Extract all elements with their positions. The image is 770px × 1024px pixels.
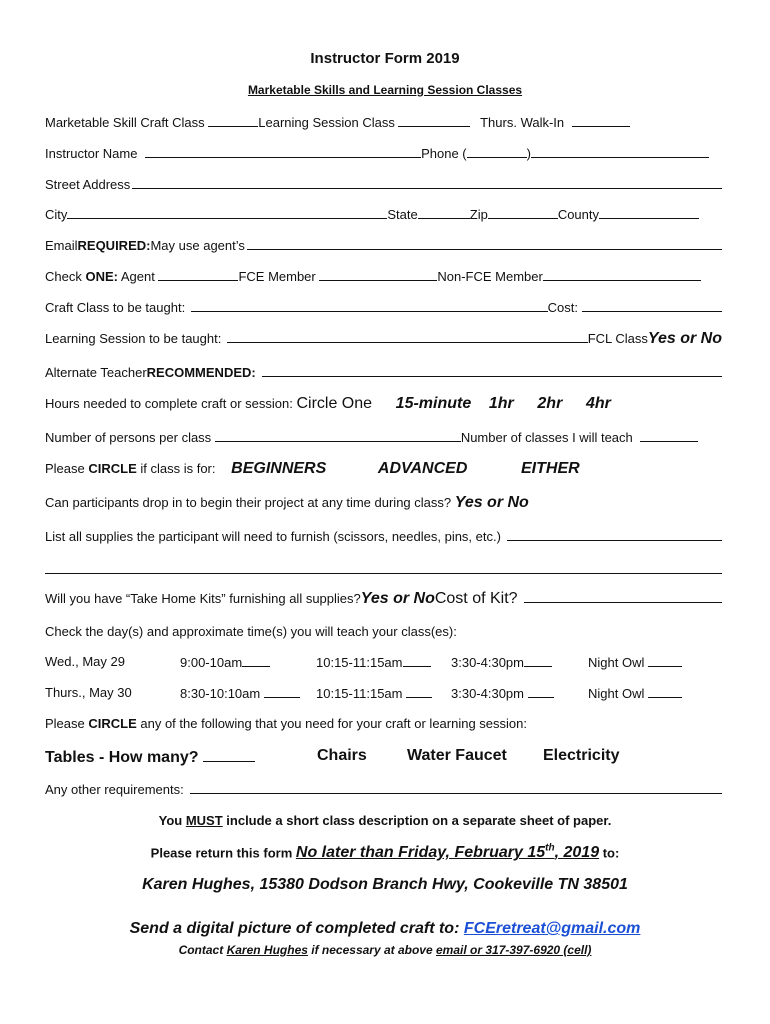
hours-row: [45, 395, 722, 413]
needs-circle: CIRCLE: [88, 716, 137, 731]
check-label: Check: [45, 269, 86, 284]
email-required: REQUIRED:: [77, 238, 151, 253]
county-label: County: [557, 207, 600, 222]
learning-session-label: Learning Session Class: [258, 115, 395, 130]
email-link[interactable]: FCEretreat@gmail.com: [463, 920, 641, 937]
city-label: City: [45, 207, 68, 222]
phone-close: ): [526, 146, 531, 161]
form-subtitle: Marketable Skills and Learning Session Classes: [247, 83, 523, 97]
schedule-slot[interactable]: 9:00-10am: [180, 654, 270, 670]
kit-cost-label: Cost of Kit?: [434, 590, 518, 607]
hours-label: Hours needed to complete craft or session:: [45, 396, 297, 411]
electricity-option[interactable]: Electricity: [543, 747, 620, 764]
phone-area-field[interactable]: [467, 145, 527, 158]
street-label: Street Address: [45, 177, 131, 192]
craft-class-label: Marketable Skill Craft Class: [45, 115, 205, 130]
supplies-row: [45, 528, 722, 544]
schedule-slot[interactable]: Night Owl: [588, 654, 682, 670]
option-1hr[interactable]: 1hr: [488, 395, 514, 412]
needs-instruction-row: [45, 716, 722, 731]
check-one: ONE:: [85, 269, 118, 284]
schedule-day: Wed., May 29: [45, 654, 125, 669]
state-label: State: [387, 207, 418, 222]
alternate-label: Alternate Teacher: [45, 365, 147, 380]
session-taught-label: Learning Session to be taught:: [45, 331, 222, 346]
fcl-yes-no[interactable]: Yes or No: [647, 330, 722, 347]
instructor-name-field[interactable]: [145, 145, 421, 158]
name-phone-row: [45, 145, 722, 161]
chairs-option[interactable]: Chairs: [317, 747, 367, 764]
other-requirements-row: [45, 781, 722, 797]
send-photo-note: Send a digital picture of completed craft to: FCEretreat@gmail.com: [129, 920, 641, 937]
level-circle: CIRCLE: [88, 461, 137, 476]
fce-member-field[interactable]: [319, 268, 437, 281]
street-row: [45, 176, 722, 192]
option-15min[interactable]: 15-minute: [395, 395, 472, 412]
form-title: Instructor Form 2019: [310, 50, 460, 67]
craft-taught-label: Craft Class to be taught:: [45, 300, 186, 315]
schedule-slot[interactable]: 3:30-4:30pm: [451, 685, 554, 701]
email-field[interactable]: [247, 237, 722, 250]
option-beginners[interactable]: BEGINNERS: [231, 460, 327, 477]
schedule-slot[interactable]: Night Owl: [588, 685, 682, 701]
agent-field[interactable]: [158, 268, 238, 281]
level-please: Please: [45, 461, 89, 476]
days-label: Check the day(s) and approximate time(s) you will teach your class(es):: [45, 624, 457, 639]
persons-field[interactable]: [215, 429, 461, 442]
persons-row: [45, 429, 722, 445]
instructor-name-label: Instructor Name: [45, 146, 138, 161]
fce-member-label: FCE Member: [238, 269, 320, 284]
email-label: Email: [45, 238, 78, 253]
schedule-slot[interactable]: 10:15-11:15am: [316, 654, 431, 670]
option-2hr[interactable]: 2hr: [537, 395, 563, 412]
class-type-row: [45, 114, 722, 130]
other-requirements-label: Any other requirements:: [45, 782, 184, 797]
member-type-row: [45, 268, 722, 284]
option-advanced[interactable]: ADVANCED: [377, 460, 468, 477]
cost-field[interactable]: [582, 299, 722, 312]
schedule-day: Thurs., May 30: [45, 685, 132, 700]
option-4hr[interactable]: 4hr: [585, 395, 611, 412]
city-field[interactable]: [67, 206, 387, 219]
return-note: Please return this form No later than Friday, February 15th, 2019 to:: [150, 843, 620, 862]
alternate-row: [45, 364, 722, 380]
fcl-label: FCL Class: [587, 331, 648, 346]
non-fce-field[interactable]: [543, 268, 701, 281]
zip-label: Zip: [469, 207, 488, 222]
needs-please: Please: [45, 716, 89, 731]
tables-option[interactable]: Tables - How many?: [45, 747, 255, 767]
schedule-slot[interactable]: 10:15-11:15am: [316, 685, 432, 701]
alternate-recommended: RECOMMENDED:: [146, 365, 256, 380]
county-field[interactable]: [599, 206, 699, 219]
kit-cost-field[interactable]: [524, 590, 722, 603]
zip-field[interactable]: [488, 206, 558, 219]
return-address: Karen Hughes, 15380 Dodson Branch Hwy, Cookeville TN 38501: [142, 876, 628, 893]
contact-note: Contact Karen Hughes if necessary at above email or 317-397-6920 (cell): [178, 943, 592, 957]
option-either[interactable]: EITHER: [521, 460, 580, 477]
craft-class-field[interactable]: [208, 114, 258, 127]
craft-taught-row: [45, 299, 722, 315]
schedule-slot[interactable]: 3:30-4:30pm: [451, 654, 552, 670]
drop-in-yes-no[interactable]: Yes or No: [454, 494, 529, 511]
days-row: [45, 624, 722, 639]
kits-yes-no[interactable]: Yes or No: [360, 590, 435, 607]
deadline: No later than Friday, February 15th, 2019: [295, 843, 600, 862]
cost-label: Cost:: [547, 300, 578, 315]
learning-session-field[interactable]: [398, 114, 470, 127]
supplies-label: List all supplies the participant will need to furnish (scissors, needles, pins, etc.): [45, 529, 501, 544]
craft-taught-field[interactable]: [191, 299, 547, 312]
needs-label: any of the following that you need for your craft or learning session:: [136, 716, 527, 731]
state-field[interactable]: [418, 206, 470, 219]
drop-in-row: [45, 494, 722, 512]
drop-in-label: Can participants drop in to begin their project at any time during class?: [45, 495, 455, 510]
kits-label: Will you have “Take Home Kits” furnishing all supplies?: [45, 591, 361, 606]
supplies-field-line2[interactable]: [45, 560, 722, 574]
session-taught-row: [45, 330, 722, 348]
non-fce-label: Non-FCE Member: [437, 269, 543, 284]
circle-one: Circle One: [296, 395, 373, 412]
agent-label: Agent: [117, 269, 159, 284]
persons-label: Number of persons per class: [45, 430, 212, 445]
must-note: You MUST include a short class description on a separate sheet of paper.: [158, 813, 612, 828]
classes-label: Number of classes I will teach: [460, 430, 633, 445]
alternate-field[interactable]: [262, 364, 722, 377]
street-field[interactable]: [132, 176, 722, 189]
level-row: [45, 460, 722, 478]
email-note: May use agent’s: [150, 238, 245, 253]
kits-row: [45, 590, 722, 608]
phone-field[interactable]: [531, 145, 709, 158]
classes-field[interactable]: [640, 429, 698, 442]
phone-label: Phone (: [421, 146, 467, 161]
other-requirements-field[interactable]: [190, 781, 722, 794]
contact-name: Karen Hughes: [226, 943, 308, 957]
water-faucet-option[interactable]: Water Faucet: [407, 747, 507, 764]
supplies-field[interactable]: [507, 528, 722, 541]
walk-in-label: Thurs. Walk-In: [480, 115, 565, 130]
walk-in-field[interactable]: [572, 114, 630, 127]
email-row: [45, 237, 722, 253]
session-taught-field[interactable]: [227, 330, 587, 343]
schedule-slot[interactable]: 8:30-10:10am: [180, 685, 300, 701]
level-label: if class is for:: [136, 461, 216, 476]
city-row: [45, 206, 722, 222]
